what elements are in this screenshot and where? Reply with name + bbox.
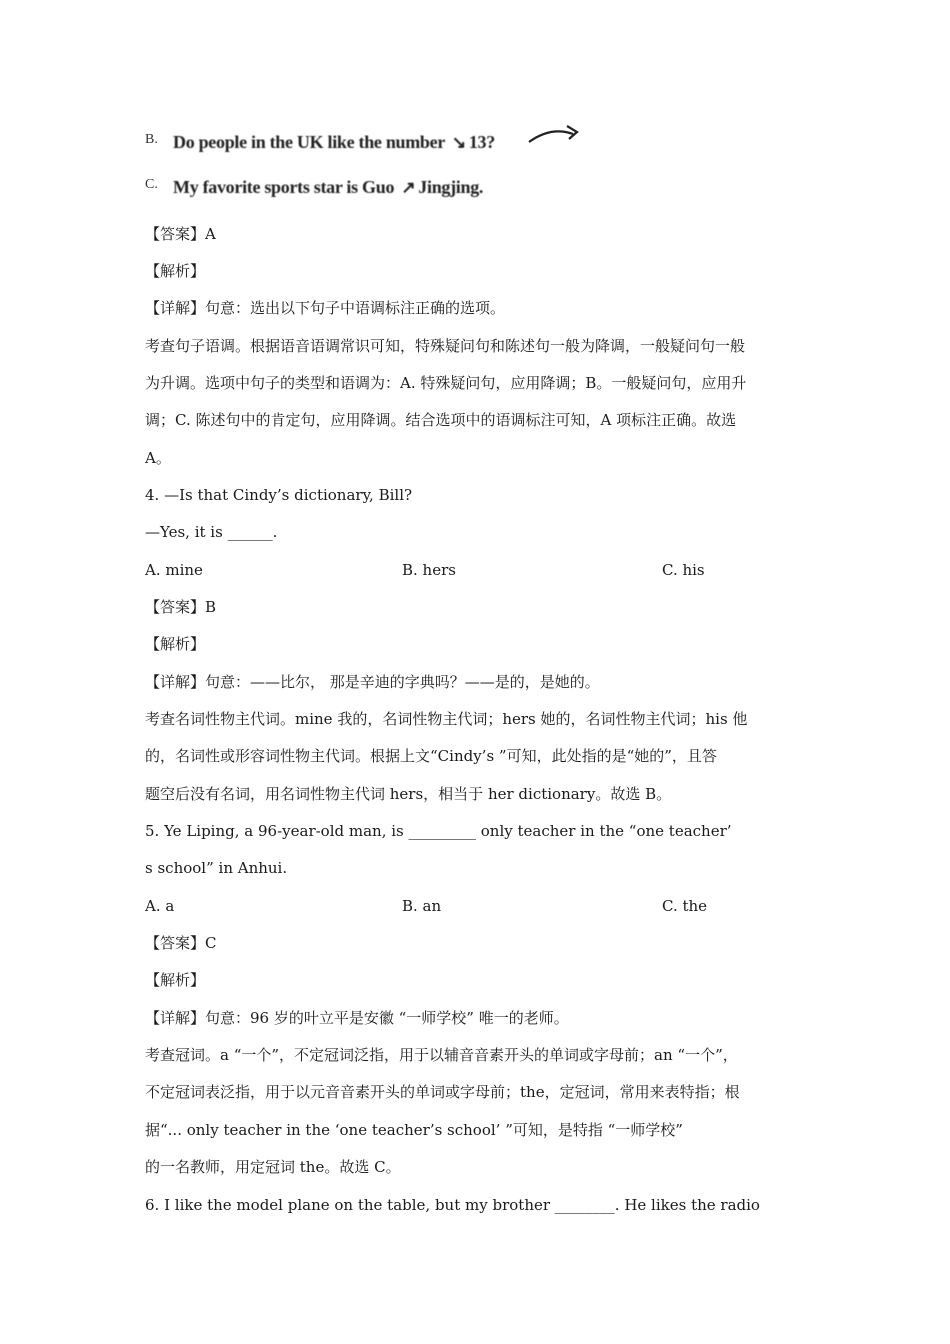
q3-line-4: A。	[145, 449, 171, 467]
q5-option-c: C. the	[662, 897, 708, 915]
option-b	[145, 132, 495, 153]
q4-line-1: 考查名词性物主代词。mine 我的，名词性物主代词；hers 她的，名词性物主代词；his 他	[145, 710, 748, 728]
rising-arc-icon	[525, 122, 585, 146]
q5-option-b: B. an	[402, 897, 442, 915]
q5-answer: 【答案】C	[145, 934, 217, 952]
rising-tone-mark: ↗	[401, 178, 416, 197]
q5-stem-2: s school” in Anhui.	[145, 859, 288, 877]
q5-line-2: 不定冠词表泛指，用于以元音音素开头的单词或字母前；the，定冠词，常用来表特指；根	[145, 1083, 740, 1101]
option-c-sentence: My favorite sports star is Guo ↗ Jingjing.	[173, 177, 484, 197]
q5-line-1: 考查冠词。a “一个”，不定冠词泛指，用于以辅音音素开头的单词或字母前；an “一个”，	[145, 1046, 738, 1064]
q4-line-2: 的，名词性或形容词性物主代词。根据上文“Cindy’s ”可知，此处指的是“她的”，且答	[145, 747, 717, 765]
option-b-sentence: Do people in the UK like the number ↘ 13?	[173, 132, 495, 152]
q5-line-4: 的一名教师，用定冠词 the。故选 C。	[145, 1158, 401, 1176]
q4-analysis: 【解析】	[145, 635, 206, 653]
falling-tone-mark: ↘	[451, 133, 466, 152]
q3-line-3: 调；C. 陈述句中的肯定句，应用降调。结合选项中的语调标注可知，A 项标注正确。故选	[145, 411, 737, 429]
number-word: number	[385, 132, 445, 152]
q5-option-a: A. a	[145, 897, 175, 915]
option-c-letter: C.	[145, 177, 158, 192]
q4-stem-2: —Yes, it is ______.	[145, 523, 278, 541]
q3-answer: 【答案】A	[145, 225, 216, 243]
option-b-letter: B.	[145, 132, 158, 147]
q4-option-c: C. his	[662, 561, 705, 579]
q5-stem-1: 5. Ye Liping, a 96-year-old man, is _________ only teacher in the “one teacher’	[145, 822, 732, 840]
q5-detail: 【详解】句意：96 岁的叶立平是安徽 “一师学校” 唯一的老师。	[145, 1009, 569, 1027]
q4-line-3: 题空后没有名词，用名词性物主代词 hers，相当于 her dictionary。故选 B。	[145, 785, 672, 803]
option-c	[145, 177, 483, 198]
q5-analysis: 【解析】	[145, 971, 206, 989]
q3-line-2: 为升调。选项中句子的类型和语调为：A. 特殊疑问句，应用降调；B。一般疑问句，应用升	[145, 374, 747, 392]
q4-answer: 【答案】B	[145, 598, 217, 616]
q3-line-1: 考查句子语调。根据语音语调常识可知，特殊疑问句和陈述句一般为降调，一般疑问句一般	[145, 337, 746, 355]
q3-detail: 【详解】句意：选出以下句子中语调标注正确的选项。	[145, 299, 506, 317]
q6-stem-1: 6. I like the model plane on the table, but my brother ________. He likes the radio	[145, 1196, 760, 1214]
q4-option-b: B. hers	[402, 561, 456, 579]
q5-line-3: 据“... only teacher in the ‘one teacher’s school’ ”可知，是特指 “一师学校”	[145, 1121, 683, 1139]
q4-stem-1: 4. —Is that Cindy’s dictionary, Bill?	[145, 486, 413, 504]
q4-detail: 【详解】句意：——比尔， 那是辛迪的字典吗？——是的，是她的。	[145, 673, 600, 691]
q3-analysis: 【解析】	[145, 262, 206, 280]
q4-option-a: A. mine	[145, 561, 203, 579]
